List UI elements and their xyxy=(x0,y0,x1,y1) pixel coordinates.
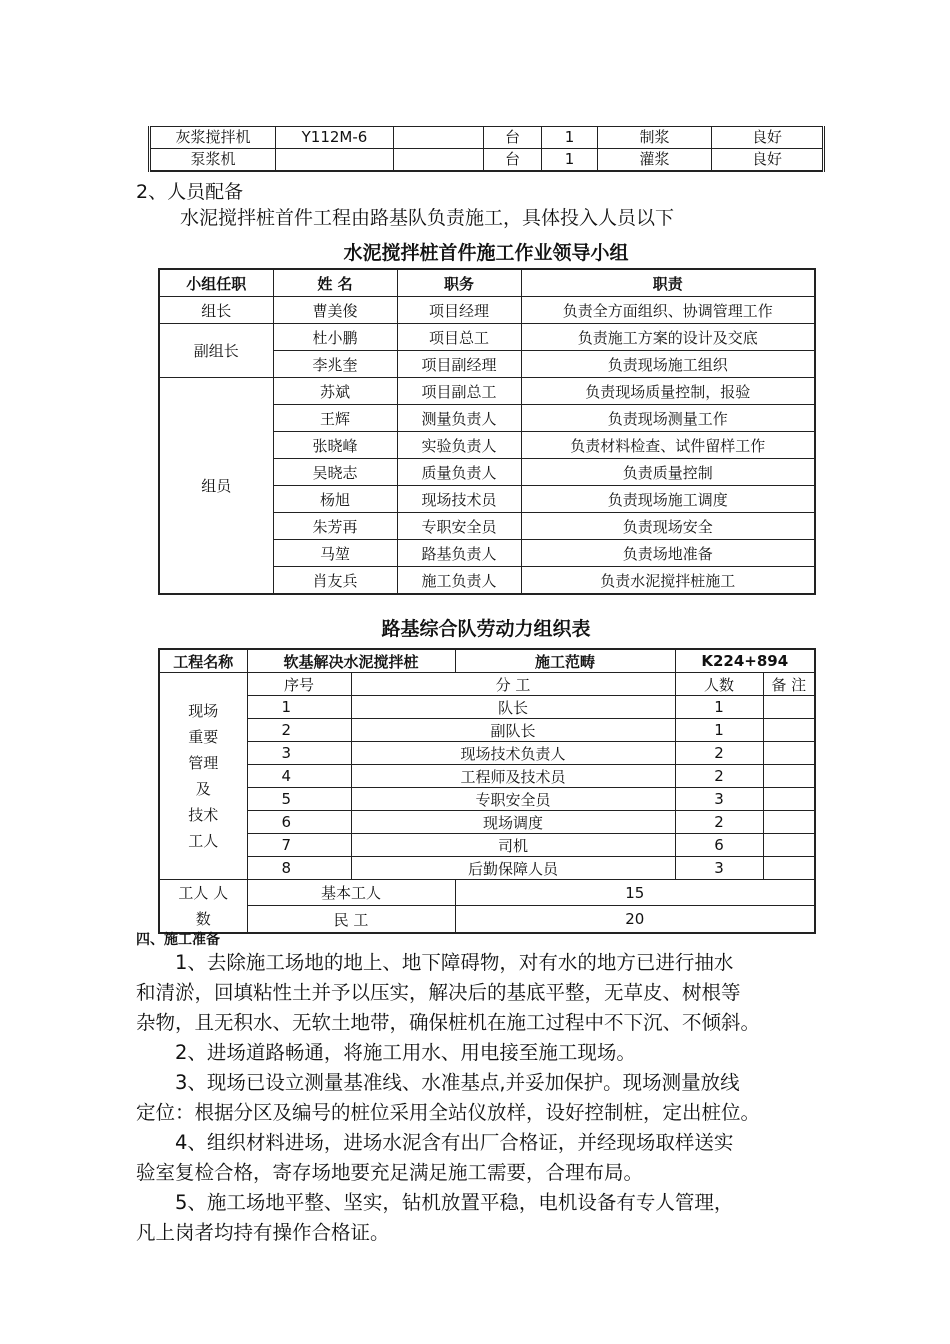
member-post: 项目总工 xyxy=(397,324,521,351)
labor-table xyxy=(158,648,816,934)
row-no: 1 xyxy=(247,696,351,719)
row-remark xyxy=(763,696,815,719)
side-label-line: 管理 xyxy=(188,754,219,772)
labor-table-title: 路基综合队劳动力组织表 xyxy=(381,618,591,640)
side-label-line: 重要 xyxy=(188,728,219,746)
row-role: 现场调度 xyxy=(351,811,675,834)
equip-status: 良好 xyxy=(712,127,824,149)
body-line: 凡上岗者均持有操作合格证。 xyxy=(136,1221,390,1244)
equip-blank xyxy=(394,149,484,172)
equipment-table xyxy=(148,126,825,172)
member-duty: 负责材料检查、试件留样工作 xyxy=(521,432,815,459)
body-line: 3、现场已设立测量基准线、水准基点,并妥加保护。现场测量放线 xyxy=(136,1071,740,1094)
member-duty: 负责水泥搅拌桩施工 xyxy=(521,567,815,595)
col-header-no: 序号 xyxy=(247,673,351,696)
member-duty: 负责现场安全 xyxy=(521,513,815,540)
body-line: 2、进场道路畅通，将施工用水、用电接至施工现场。 xyxy=(136,1041,636,1064)
section-heading-preparation: 四、施工准备 xyxy=(136,932,220,948)
table-row xyxy=(159,857,815,880)
worker-label-line: 工人 人 xyxy=(178,884,229,902)
member-post: 路基负责人 xyxy=(397,540,521,567)
row-role: 现场技术负责人 xyxy=(351,742,675,765)
worker-count: 20 xyxy=(455,906,815,933)
row-count: 1 xyxy=(675,719,763,742)
leader-table-title: 水泥搅拌桩首件施工作业领导小组 xyxy=(343,242,629,264)
scope-value: K224+894 xyxy=(675,649,815,673)
body-line: 定位：根据分区及编号的桩位采用全站仪放样，设好控制桩，定出桩位。 xyxy=(136,1101,761,1124)
group-cell-leader: 组长 xyxy=(159,297,273,324)
row-remark xyxy=(763,834,815,857)
section-heading-staffing: 2、人员配备 xyxy=(136,181,244,203)
member-name: 王辉 xyxy=(273,405,397,432)
member-post: 现场技术员 xyxy=(397,486,521,513)
body-line: 1、去除施工场地的地上、地下障碍物，对有水的地方已进行抽水 xyxy=(136,951,734,974)
table-row xyxy=(159,719,815,742)
row-count: 2 xyxy=(675,811,763,834)
table-row xyxy=(159,811,815,834)
row-remark xyxy=(763,788,815,811)
member-name: 李兆奎 xyxy=(273,351,397,378)
member-post: 项目副总工 xyxy=(397,378,521,405)
row-no: 6 xyxy=(247,811,351,834)
member-name: 曹美俊 xyxy=(273,297,397,324)
equip-status: 良好 xyxy=(712,149,824,172)
table-row xyxy=(150,149,824,172)
row-no: 2 xyxy=(247,719,351,742)
member-duty: 负责全方面组织、协调管理工作 xyxy=(521,297,815,324)
body-line: 验室复检合格，寄存场地要充足满足施工需要，合理布局。 xyxy=(136,1161,644,1184)
row-count: 3 xyxy=(675,788,763,811)
table-row xyxy=(159,324,815,351)
member-post: 测量负责人 xyxy=(397,405,521,432)
scope-label: 施工范畴 xyxy=(455,649,675,673)
body-line: 4、组织材料进场，进场水泥含有出厂合格证，并经现场取样送实 xyxy=(136,1131,734,1154)
table-row xyxy=(159,297,815,324)
row-count: 1 xyxy=(675,696,763,719)
equip-blank xyxy=(394,127,484,149)
col-header-row xyxy=(159,673,815,696)
body-line: 5、施工场地平整、坚实，钻机放置平稳，电机设备有专人管理， xyxy=(136,1191,734,1214)
member-post: 质量负责人 xyxy=(397,459,521,486)
member-name: 肖友兵 xyxy=(273,567,397,595)
side-label-line: 现场 xyxy=(188,702,219,720)
col-header-remark: 备 注 xyxy=(763,673,815,696)
leader-group-table xyxy=(158,268,816,595)
equip-qty: 1 xyxy=(542,149,598,172)
table-row xyxy=(159,834,815,857)
row-no: 3 xyxy=(247,742,351,765)
equip-qty: 1 xyxy=(542,127,598,149)
col-header: 职责 xyxy=(521,269,815,297)
row-role: 工程师及技术员 xyxy=(351,765,675,788)
member-name: 杨旭 xyxy=(273,486,397,513)
worker-label-line: 数 xyxy=(195,910,211,928)
side-label-cell xyxy=(159,673,247,880)
row-remark xyxy=(763,857,815,880)
member-duty: 负责现场测量工作 xyxy=(521,405,815,432)
equip-name: 灰浆搅拌机 xyxy=(150,127,276,149)
col-header-role: 分 工 xyxy=(351,673,675,696)
equip-use: 灌浆 xyxy=(598,149,712,172)
group-cell-member: 组员 xyxy=(159,378,273,595)
row-role: 后勤保障人员 xyxy=(351,857,675,880)
side-label-line: 工人 xyxy=(188,832,219,850)
member-post: 项目副经理 xyxy=(397,351,521,378)
row-count: 2 xyxy=(675,765,763,788)
row-count: 6 xyxy=(675,834,763,857)
row-role: 队长 xyxy=(351,696,675,719)
equip-unit: 台 xyxy=(484,149,542,172)
project-label: 工程名称 xyxy=(159,649,247,673)
table-row xyxy=(159,378,815,405)
worker-row xyxy=(159,880,815,906)
member-post: 项目经理 xyxy=(397,297,521,324)
table-row xyxy=(150,127,824,149)
member-post: 实验负责人 xyxy=(397,432,521,459)
col-header: 职务 xyxy=(397,269,521,297)
worker-label-cell xyxy=(159,880,247,934)
row-role: 专职安全员 xyxy=(351,788,675,811)
side-label-line: 及 xyxy=(195,780,211,798)
equip-name: 泵浆机 xyxy=(150,149,276,172)
col-header-count: 人数 xyxy=(675,673,763,696)
body-line: 和清淤，回填粘性土并予以压实，解决后的基底平整，无草皮、树根等 xyxy=(136,981,741,1004)
row-role: 副队长 xyxy=(351,719,675,742)
table-header-row xyxy=(159,269,815,297)
member-post: 施工负责人 xyxy=(397,567,521,595)
member-name: 马堃 xyxy=(273,540,397,567)
group-cell-deputy: 副组长 xyxy=(159,324,273,378)
equip-unit: 台 xyxy=(484,127,542,149)
member-name: 苏斌 xyxy=(273,378,397,405)
table-row xyxy=(159,765,815,788)
row-remark xyxy=(763,742,815,765)
member-name: 杜小鹏 xyxy=(273,324,397,351)
project-header-row xyxy=(159,649,815,673)
row-no: 8 xyxy=(247,857,351,880)
equip-model xyxy=(276,149,394,172)
table-row xyxy=(159,742,815,765)
member-duty: 负责场地准备 xyxy=(521,540,815,567)
row-remark xyxy=(763,765,815,788)
member-post: 专职安全员 xyxy=(397,513,521,540)
worker-type: 基本工人 xyxy=(247,880,455,906)
member-duty: 负责现场质量控制，报验 xyxy=(521,378,815,405)
equip-use: 制浆 xyxy=(598,127,712,149)
member-name: 朱芳再 xyxy=(273,513,397,540)
worker-count: 15 xyxy=(455,880,815,906)
row-remark xyxy=(763,811,815,834)
row-no: 4 xyxy=(247,765,351,788)
table-row xyxy=(159,696,815,719)
staffing-intro: 水泥搅拌桩首件工程由路基队负责施工，具体投入人员以下 xyxy=(180,207,675,229)
member-duty: 负责质量控制 xyxy=(521,459,815,486)
side-label-line: 技术 xyxy=(188,806,219,824)
member-name: 吴晓志 xyxy=(273,459,397,486)
equip-model: Y112M-6 xyxy=(276,127,394,149)
row-count: 3 xyxy=(675,857,763,880)
row-role: 司机 xyxy=(351,834,675,857)
row-remark xyxy=(763,719,815,742)
row-no: 5 xyxy=(247,788,351,811)
row-no: 7 xyxy=(247,834,351,857)
row-count: 2 xyxy=(675,742,763,765)
preparation-body xyxy=(136,948,836,1248)
member-name: 张晓峰 xyxy=(273,432,397,459)
table-row xyxy=(159,788,815,811)
worker-row xyxy=(159,906,815,933)
worker-type: 民 工 xyxy=(247,906,455,933)
member-duty: 负责现场施工调度 xyxy=(521,486,815,513)
member-duty: 负责施工方案的设计及交底 xyxy=(521,324,815,351)
member-duty: 负责现场施工组织 xyxy=(521,351,815,378)
project-value: 软基解决水泥搅拌桩 xyxy=(247,649,455,673)
col-header: 小组任职 xyxy=(159,269,273,297)
col-header: 姓 名 xyxy=(273,269,397,297)
body-line: 杂物，且无积水、无软土地带，确保桩机在施工过程中不下沉、不倾斜。 xyxy=(136,1011,761,1034)
